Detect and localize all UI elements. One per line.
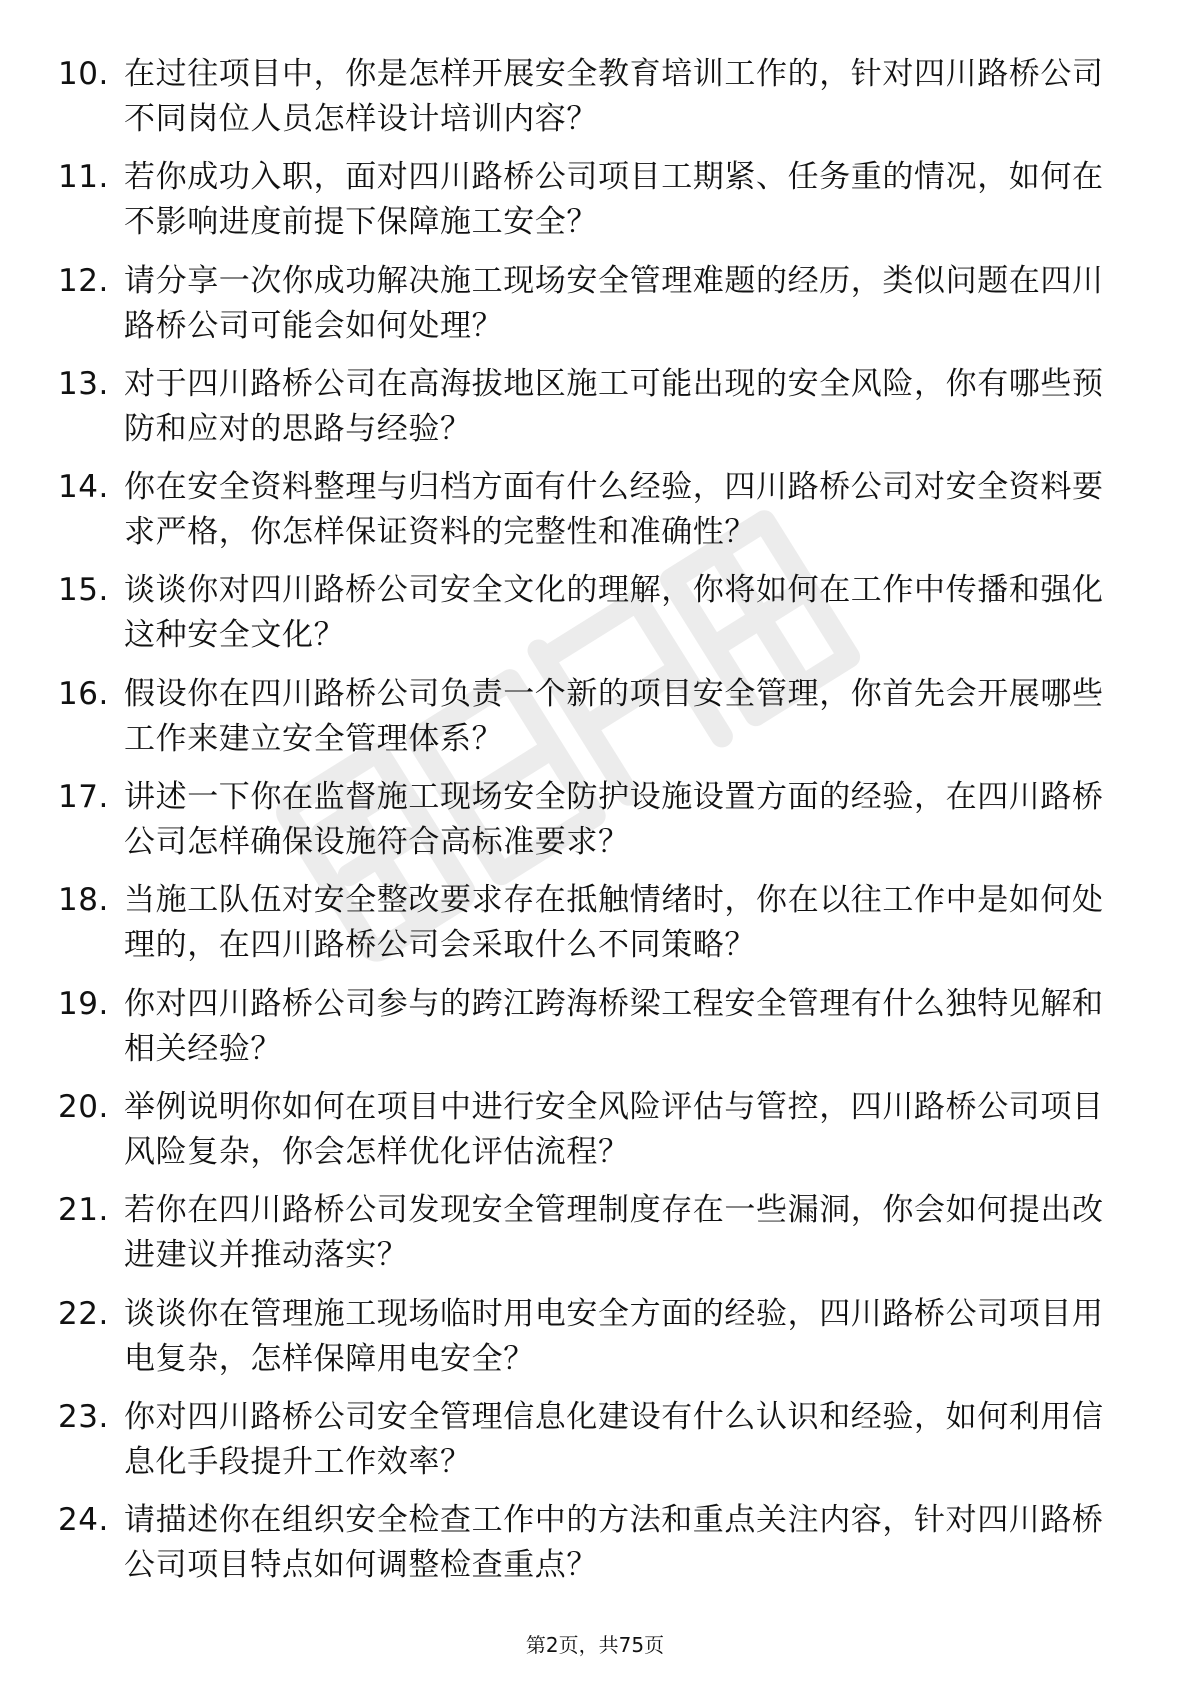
question-text: 你对四川路桥公司参与的跨江跨海桥梁工程安全管理有什么独特见解和相关经验？ xyxy=(124,985,1104,1067)
question-item xyxy=(58,362,1130,462)
question-text: 若你成功入职，面对四川路桥公司项目工期紧、任务重的情况，如何在不影响进度前提下保障施工安全？ xyxy=(124,159,1104,241)
question-item xyxy=(58,982,1130,1082)
question-item xyxy=(58,1292,1130,1392)
question-item xyxy=(58,1188,1130,1288)
question-number: 19. xyxy=(58,985,109,1022)
question-number: 16. xyxy=(58,675,109,712)
question-text: 请分享一次你成功解决施工现场安全管理难题的经历，类似问题在四川路桥公司可能会如何处理？ xyxy=(124,262,1104,344)
question-item xyxy=(58,672,1130,772)
page-footer xyxy=(0,1632,1190,1658)
question-text: 谈谈你对四川路桥公司安全文化的理解，你将如何在工作中传播和强化这种安全文化？ xyxy=(124,572,1104,654)
question-item xyxy=(58,259,1130,359)
question-number: 17. xyxy=(58,779,109,816)
question-item xyxy=(58,1498,1130,1598)
question-text: 当施工队伍对安全整改要求存在抵触情绪时，你在以往工作中是如何处理的，在四川路桥公司会采取什么不同策略？ xyxy=(124,882,1104,964)
question-number: 12. xyxy=(58,262,109,299)
question-number: 23. xyxy=(58,1398,109,1435)
question-item xyxy=(58,155,1130,255)
question-text: 谈谈你在管理施工现场临时用电安全方面的经验，四川路桥公司项目用电复杂，怎样保障用电安全？ xyxy=(124,1295,1104,1377)
question-number: 24. xyxy=(58,1502,109,1539)
question-text: 若你在四川路桥公司发现安全管理制度存在一些漏洞，你会如何提出改进建议并推动落实？ xyxy=(124,1192,1104,1274)
question-number: 14. xyxy=(58,469,109,506)
question-number: 10. xyxy=(58,56,109,92)
question-text: 你对四川路桥公司安全管理信息化建设有什么认识和经验，如何利用信息化手段提升工作效率？ xyxy=(124,1398,1104,1480)
question-item xyxy=(58,1395,1130,1495)
question-item xyxy=(58,1085,1130,1185)
question-text: 在过往项目中，你是怎样开展安全教育培训工作的，针对四川路桥公司不同岗位人员怎样设计培训内容？ xyxy=(124,56,1104,137)
question-number: 15. xyxy=(58,572,109,609)
question-number: 22. xyxy=(58,1295,109,1332)
question-text: 对于四川路桥公司在高海拔地区施工可能出现的安全风险，你有哪些预防和应对的思路与经验？ xyxy=(124,365,1104,447)
question-list xyxy=(58,52,1130,1601)
question-text: 请描述你在组织安全检查工作中的方法和重点关注内容，针对四川路桥公司项目特点如何调整检查重点？ xyxy=(124,1502,1104,1584)
question-number: 20. xyxy=(58,1088,109,1125)
question-item xyxy=(58,775,1130,875)
question-item xyxy=(58,568,1130,668)
question-number: 13. xyxy=(58,365,109,402)
question-number: 18. xyxy=(58,882,109,919)
question-text: 你在安全资料整理与归档方面有什么经验，四川路桥公司对安全资料要求严格，你怎样保证资料的完整性和准确性？ xyxy=(124,469,1104,551)
question-item xyxy=(58,878,1130,978)
question-text: 讲述一下你在监督施工现场安全防护设施设置方面的经验，在四川路桥公司怎样确保设施符合高标准要求？ xyxy=(124,779,1104,861)
question-item xyxy=(58,52,1130,152)
page-number-label: 第2页，共75页 xyxy=(525,1633,665,1657)
question-text: 举例说明你如何在项目中进行安全风险评估与管控，四川路桥公司项目风险复杂，你会怎样优化评估流程？ xyxy=(124,1088,1104,1170)
question-number: 11. xyxy=(58,159,109,196)
question-number: 21. xyxy=(58,1192,109,1229)
question-text: 假设你在四川路桥公司负责一个新的项目安全管理，你首先会开展哪些工作来建立安全管理体系？ xyxy=(124,675,1104,757)
question-item xyxy=(58,465,1130,565)
